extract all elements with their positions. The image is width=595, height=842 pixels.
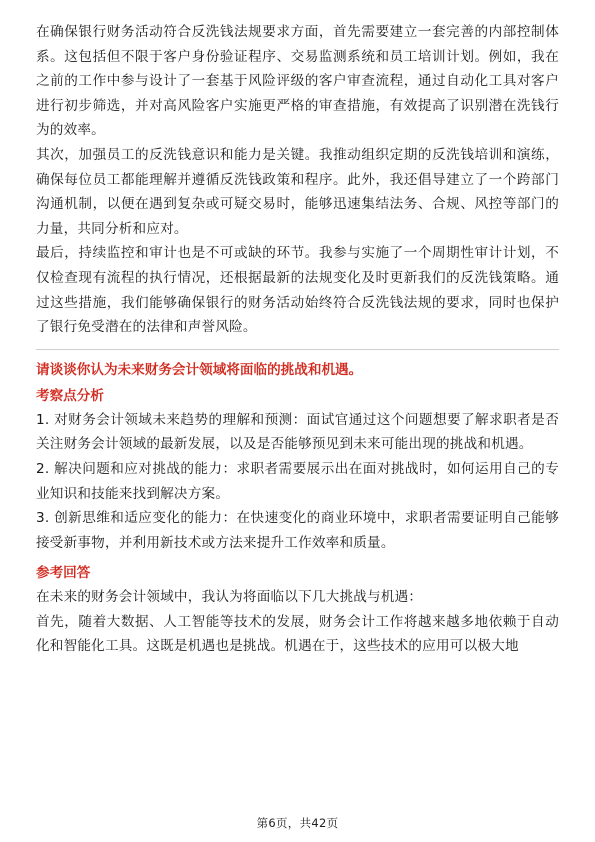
- section-divider: [36, 349, 559, 350]
- document-page: [36, 20, 559, 659]
- page-number: 第6页，共42页: [256, 816, 339, 830]
- answer-heading: 参考回答: [36, 565, 91, 582]
- interview-question: 请谈谈你认为未来财务会计领域将面临的挑战和机遇。: [36, 361, 363, 378]
- analysis-item: 3. 创新思维和适应变化的能力：在快速变化的商业环境中，求职者需要证明自己能够接受新事物，并利用新技术或方法来提升工作效率和质量。: [36, 510, 559, 551]
- body-paragraph: 最后，持续监控和审计也是不可或缺的环节。我参与实施了一个周期性审计计划，不仅检查现有流程的执行情况，还根据最新的法规变化及时更新我们的反洗钱策略。通过这些措施，我们能够确保银行的财务活动始终符合反洗钱法规的要求，同时也保护了银行免受潜在的法律和声誉风险。: [36, 245, 559, 336]
- analysis-heading: 考察点分析: [36, 387, 104, 404]
- answer-paragraph: 首先，随着大数据、人工智能等技术的发展，财务会计工作将越来越多地依赖于自动化和智能化工具。这既是机遇也是挑战。机遇在于，这些技术的应用可以极大地: [36, 613, 559, 655]
- body-paragraph: 其次，加强员工的反洗钱意识和能力是关键。我推动组织定期的反洗钱培训和演练，确保每位员工都能理解并遵循反洗钱政策和程序。此外，我还倡导建立了一个跨部门沟通机制，以便在遇到复杂或可疑交易时，能够迅速集结法务、合规、风控等部门的力量，共同分析和应对。: [36, 146, 559, 237]
- answer-paragraph: 在未来的财务会计领域中，我认为将面临以下几大挑战与机遇：: [36, 589, 423, 606]
- analysis-item: 2. 解决问题和应对挑战的能力：求职者需要展示出在面对挑战时，如何运用自己的专业知识和技能来找到解决方案。: [36, 460, 559, 502]
- analysis-item: 1. 对财务会计领域未来趋势的理解和预测：面试官通过这个问题想要了解求职者是否关注财务会计领域的最新发展，以及是否能够预见到未来可能出现的挑战和机遇。: [36, 411, 559, 453]
- body-paragraph: 在确保银行财务活动符合反洗钱法规要求方面，首先需要建立一套完善的内部控制体系。这包括但不限于客户身份验证程序、交易监测系统和员工培训计划。例如，我在之前的工作中参与设计了一套基于风险评级的客户审查流程，通过自动化工具对客户进行初步筛选，并对高风险客户实施更严格的审查措施，有效提高了识别潜在洗钱行为的效率。: [36, 24, 559, 139]
